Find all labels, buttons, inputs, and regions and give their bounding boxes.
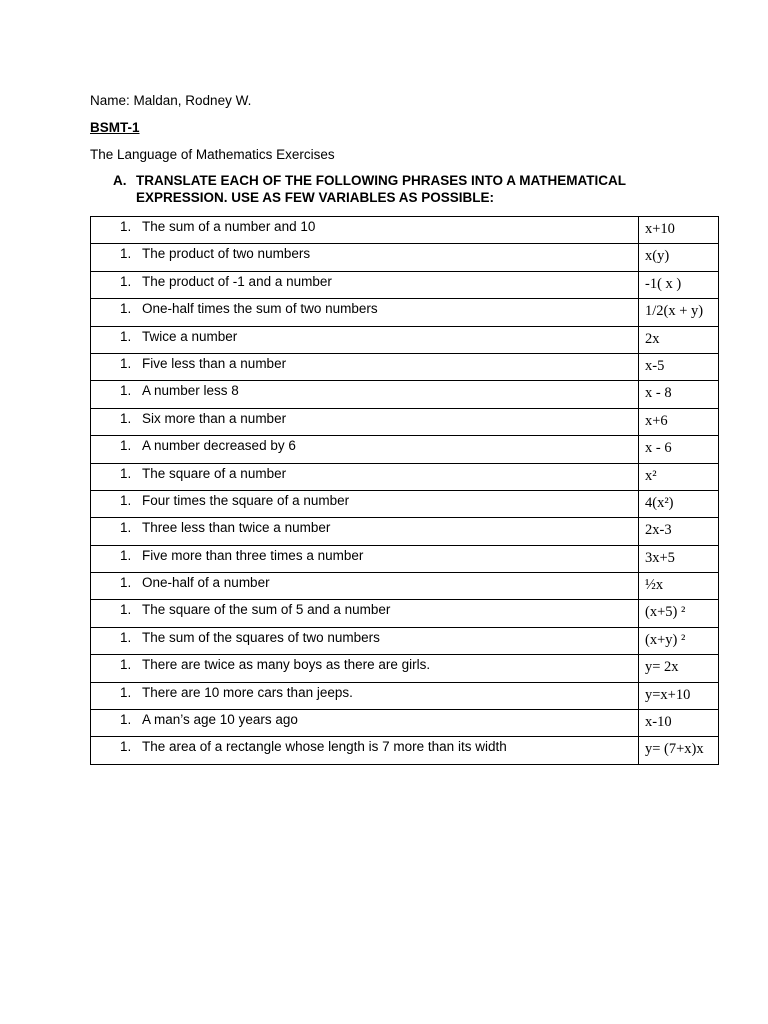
item-number: 1. — [120, 657, 132, 673]
item-number: 1. — [120, 602, 132, 618]
phrase-text: Six more than a number — [142, 410, 287, 426]
phrase-cell — [91, 463, 639, 490]
answer-text: x+6 — [645, 412, 668, 429]
phrase-cell — [91, 299, 639, 326]
answer-text: 1/2(x + y) — [645, 303, 704, 320]
answer-cell — [639, 573, 719, 600]
answer-cell — [639, 627, 719, 654]
phrase-cell — [91, 381, 639, 408]
table-row — [91, 627, 719, 654]
answer-cell — [639, 353, 719, 380]
table-row — [91, 299, 719, 326]
item-number: 1. — [120, 219, 132, 234]
table-row — [91, 545, 719, 572]
phrase-text: The product of -1 and a number — [142, 273, 332, 289]
table-row — [91, 710, 719, 737]
phrase-cell — [91, 436, 639, 463]
phrase-cell — [91, 326, 639, 353]
item-number: 1. — [120, 438, 132, 454]
answer-text: 2x — [645, 330, 660, 347]
answer-cell — [639, 737, 719, 764]
item-number: 1. — [120, 520, 132, 536]
phrase-text: The sum of the squares of two numbers — [142, 629, 380, 645]
phrase-text: The square of the sum of 5 and a number — [142, 602, 391, 618]
answer-text: y= 2x — [645, 659, 679, 676]
answer-text: 2x-3 — [645, 522, 672, 539]
phrase-text: The sum of a number and 10 — [142, 219, 316, 234]
phrase-cell — [91, 217, 639, 244]
phrase-cell — [91, 545, 639, 572]
answer-text: x - 8 — [645, 385, 672, 402]
item-number: 1. — [120, 273, 132, 289]
answer-cell — [639, 326, 719, 353]
table-row — [91, 490, 719, 517]
phrase-cell — [91, 271, 639, 298]
answer-cell — [639, 299, 719, 326]
table-row — [91, 518, 719, 545]
phrase-text: The area of a rectangle whose length is 7 more than its width — [142, 739, 507, 755]
item-number: 1. — [120, 712, 132, 728]
table-row — [91, 436, 719, 463]
phrase-text: A number decreased by 6 — [142, 438, 296, 454]
phrase-text: There are twice as many boys as there are girls. — [142, 657, 431, 673]
section-letter: A. — [113, 173, 127, 188]
answer-cell — [639, 436, 719, 463]
phrase-cell — [91, 244, 639, 271]
answer-text: x - 6 — [645, 440, 672, 457]
table-row — [91, 217, 719, 244]
table-row — [91, 655, 719, 682]
table-row — [91, 600, 719, 627]
section-instruction: TRANSLATE EACH OF THE FOLLOWING PHRASES INTO A MATHEMATICAL EXPRESSION. USE AS FEW VARIABLES AS POSSIBLE: — [136, 173, 626, 205]
phrase-text: Three less than twice a number — [142, 520, 331, 536]
table-row — [91, 381, 719, 408]
table-row — [91, 573, 719, 600]
exercise-table — [90, 216, 719, 765]
item-number: 1. — [120, 575, 132, 591]
answer-text: -1( x ) — [645, 275, 682, 292]
answer-text: (x+5) ² — [645, 604, 686, 621]
answer-text: 3x+5 — [645, 549, 675, 566]
answer-text: x² — [645, 467, 657, 484]
phrase-cell — [91, 408, 639, 435]
phrase-cell — [91, 627, 639, 654]
phrase-cell — [91, 737, 639, 764]
answer-text: x+10 — [645, 221, 675, 237]
answer-cell — [639, 518, 719, 545]
phrase-text: A number less 8 — [142, 383, 239, 399]
answer-cell — [639, 381, 719, 408]
phrase-text: The square of a number — [142, 465, 287, 481]
phrase-cell — [91, 353, 639, 380]
phrase-text: One-half of a number — [142, 575, 270, 591]
phrase-cell — [91, 655, 639, 682]
answer-text: y= (7+x)x — [645, 741, 704, 758]
answer-cell — [639, 408, 719, 435]
item-number: 1. — [120, 492, 132, 508]
table-row — [91, 463, 719, 490]
answer-text: x-5 — [645, 357, 665, 374]
table-row — [91, 326, 719, 353]
answer-cell — [639, 655, 719, 682]
phrase-cell — [91, 518, 639, 545]
answer-text: y=x+10 — [645, 686, 691, 703]
item-number: 1. — [120, 465, 132, 481]
answer-text: (x+y) ² — [645, 631, 686, 648]
answer-cell — [639, 710, 719, 737]
phrase-text: One-half times the sum of two numbers — [142, 301, 378, 317]
answer-text: x(y) — [645, 248, 670, 265]
item-number: 1. — [120, 301, 132, 317]
table-row — [91, 271, 719, 298]
answer-cell — [639, 217, 719, 244]
phrase-text: Five more than three times a number — [142, 547, 364, 563]
item-number: 1. — [120, 246, 132, 262]
phrase-cell — [91, 573, 639, 600]
table-row — [91, 353, 719, 380]
phrase-cell — [91, 490, 639, 517]
item-number: 1. — [120, 355, 132, 371]
phrase-cell — [91, 600, 639, 627]
phrase-cell — [91, 710, 639, 737]
table-row — [91, 737, 719, 764]
exercise-table-body — [91, 217, 719, 765]
table-row — [91, 244, 719, 271]
answer-text: x-10 — [645, 714, 672, 731]
phrase-text: There are 10 more cars than jeeps. — [142, 684, 353, 700]
answer-cell — [639, 545, 719, 572]
answer-cell — [639, 682, 719, 709]
answer-cell — [639, 271, 719, 298]
phrase-text: Twice a number — [142, 328, 238, 344]
item-number: 1. — [120, 410, 132, 426]
student-name: Name: Maldan, Rodney W. — [90, 93, 252, 108]
phrase-text: The product of two numbers — [142, 246, 311, 262]
item-number: 1. — [120, 383, 132, 399]
table-row — [91, 408, 719, 435]
phrase-cell — [91, 682, 639, 709]
exercise-title: The Language of Mathematics Exercises — [90, 147, 335, 162]
phrase-text: Five less than a number — [142, 355, 287, 371]
table-row — [91, 682, 719, 709]
item-number: 1. — [120, 629, 132, 645]
answer-cell — [639, 490, 719, 517]
answer-cell — [639, 244, 719, 271]
answer-cell — [639, 600, 719, 627]
item-number: 1. — [120, 739, 132, 755]
item-number: 1. — [120, 684, 132, 700]
course-code: BSMT-1 — [90, 120, 140, 135]
answer-cell — [639, 463, 719, 490]
answer-text: 4(x²) — [645, 494, 674, 511]
phrase-text: Four times the square of a number — [142, 492, 350, 508]
item-number: 1. — [120, 547, 132, 563]
answer-text: ½x — [645, 577, 664, 594]
phrase-text: A man’s age 10 years ago — [142, 712, 298, 728]
item-number: 1. — [120, 328, 132, 344]
section-heading — [113, 173, 656, 206]
